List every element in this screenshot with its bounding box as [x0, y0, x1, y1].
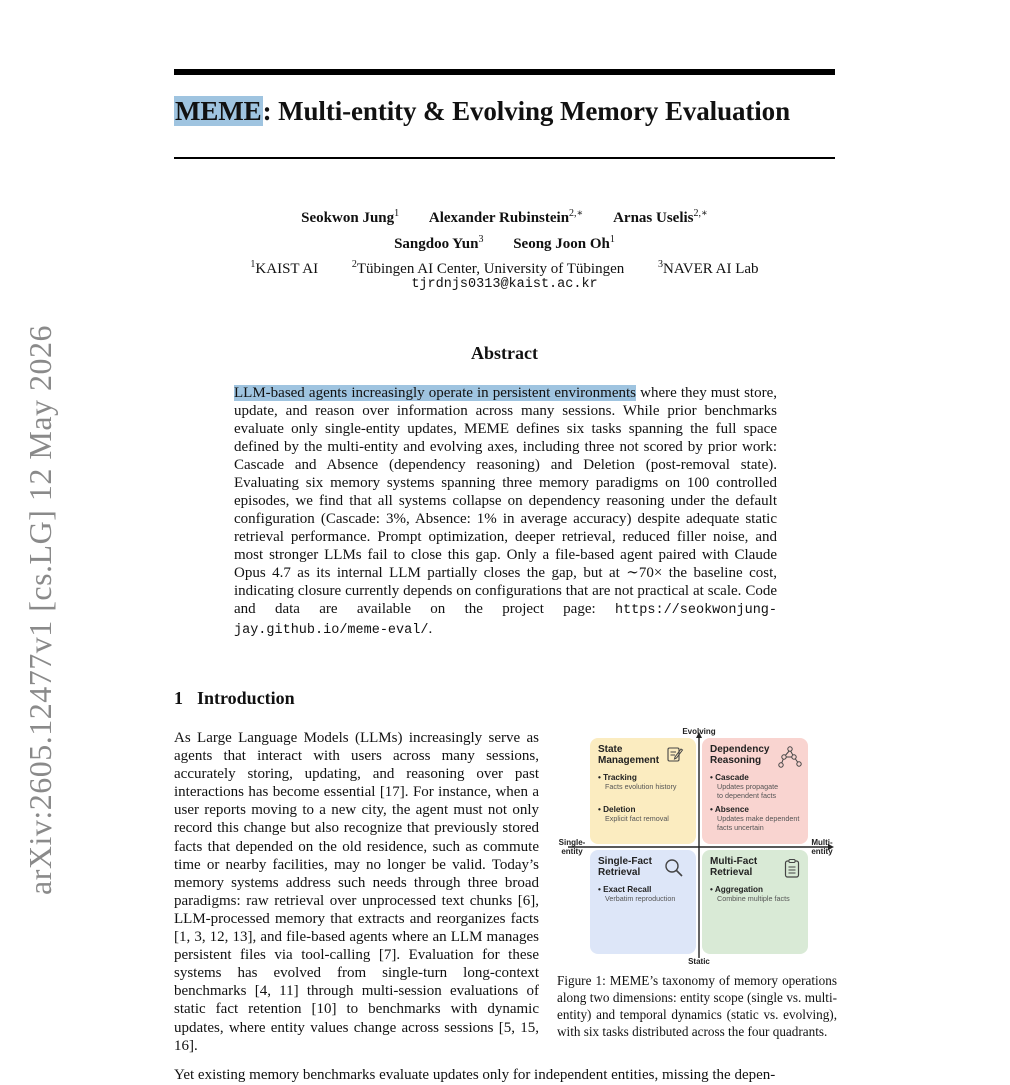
taxonomy-figure — [556, 726, 838, 966]
affiliation: $^3$NAVER AI Lab — [658, 259, 759, 277]
arxiv-identifier: arXiv:2605.12477v1 [cs.LG] 12 May 2026 — [22, 324, 58, 895]
clipboard-icon — [784, 858, 800, 878]
project-link[interactable]: https://seokwonjung-jay.github.io/meme-eval/ — [234, 603, 777, 638]
title-bottom-rule — [174, 157, 835, 159]
quadrant-single-fact-retrieval: Single-Fact Retrieval • Exact Recall Verbatim reproduction — [590, 850, 696, 954]
axis-label-static: Static — [688, 957, 710, 966]
contact-email[interactable]: tjrdnjs0313@kaist.ac.kr — [411, 277, 598, 292]
affiliation: $^1$KAIST AI — [250, 259, 319, 277]
abstract-body: LLM-based agents increasingly operate in persistent environments where they must store, update, and reason over information across many sessions. While prior benchmarks evaluate only single-entity updates, MEME defines six tasks spanning the full space defined by the multi-entity and evolving axes, including three not scored by prior work: Cascade and Absence (dependency reasoning) and Deletion (post-removal state). Evaluating six memory systems spanning three memory paradigms on 100 controlled episodes, we find that all systems collapse on dependency reasoning under the default configuration (Cascade: 3%, Absence: 1% in average accuracy) despite adequate static retrieval performance. Prompt optimization, deeper retrieval, reduced filler noise, and most stronger LLMs fail to close this gap. Only a file-based agent paired with Claude Opus 4.7 as its internal LLM partially closes the gap, but at ∼70× the baseline cost, indicating closure currently depends on configurations that are not practical at scale. Code and data are available on the project page: https://seokwonjung-jay.github.io/meme-eval/. — [234, 385, 777, 638]
author-name: Sangdoo Yun$^3$ — [394, 234, 484, 252]
author-name: Seong Joon Oh$^1$ — [513, 234, 615, 252]
graph-nodes-icon — [778, 745, 802, 769]
intro-paragraph: As Large Language Models (LLMs) increasingly serve as agents that interact with users across many sessions, accurately storing, updating, and reasoning over past interactions has become essential [17]. For instance, when a user reports moving to a new city, the agent must not only record this change but also recognize that previously stored facts that depended on the old residence, such as commute time or nearby facilities, may no longer be valid. Today’s memory systems address such needs through three broad paradigms: raw retrieval over unprocessed text chunks [6], LLM-processed memory that extracts and reorganizes facts [1, 3, 12, 13], and file-based agents where an LLM manages persistent files via tool-calling [7]. Evaluation for these systems has evolved from single-turn long-context benchmarks [4, 11] through multi-session evaluations of static fact retention [10] to benchmarks with dynamic updates, where entity values change across sessions [5, 15, 16]. — [174, 730, 539, 1054]
affiliation: $^2$Tübingen AI Center, University of Tübingen — [351, 259, 625, 277]
section-heading: 1 Introduction — [174, 688, 295, 708]
author-list — [174, 203, 835, 255]
figure-caption: Figure 1: MEME’s taxonomy of memory operations along two dimensions: entity scope (single vs. multi-entity) and temporal dynamics (static vs. evolving), with six tasks distributed across the four quadrants. — [557, 973, 837, 1039]
title-rest: : Multi-entity & Evolving Memory Evaluation — [262, 96, 791, 126]
edit-note-icon — [666, 745, 684, 763]
axis-label-evolving: Evolving — [682, 727, 716, 736]
axis-label-multi-entity: Multi- entity — [811, 838, 833, 856]
abstract-heading: Abstract — [471, 343, 538, 363]
title-highlight: MEME — [175, 96, 262, 126]
title-top-rule — [174, 69, 835, 75]
abstract-text: where they must store, update, and reason over information across many sessions. While prior benchmarks evaluate only single-entity updates, MEME defines six tasks spanning the full space defined by the multi-entity and evolving axes, including three not scored by prior work: Cascade and Absence (dependency reasoning) and Deletion (post-removal state). Evaluating six memory systems spanning three memory paradigms on 100 controlled episodes, we find that all systems collapse on dependency reasoning under the default configuration (Cascade: 3%, Absence: 1% in average accuracy) despite adequate static retrieval performance. Prompt optimization, deeper retrieval, reduced filler noise, and most stronger LLMs fail to close this gap. Only a file-based agent paired with Claude Opus 4.7 as its internal LLM partially closes the gap, but at ∼70× the baseline cost, indicating closure currently depends on configurations that are not practical at scale. Code and data are available on the project page: — [234, 385, 777, 617]
quadrant-dependency-reasoning: Dependency Reasoning • Cascade Updates propagate to dependent facts • Absence Updates make dependent facts uncertain — [702, 738, 808, 844]
quadrant-state-management: State Management • Tracking Facts evolution history • Deletion Explicit fact removal — [590, 738, 696, 844]
search-icon — [664, 858, 684, 878]
axis-label-single-entity: Single- entity — [558, 838, 586, 856]
abstract-highlight: LLM-based agents increasingly operate in persistent environments — [234, 385, 637, 401]
quadrant-multi-fact-retrieval: Multi-Fact Retrieval • Aggregation Combine multiple facts — [702, 850, 808, 954]
paper-title — [174, 96, 835, 127]
author-name: Arnas Uselis$^{2,∗}$ — [613, 208, 708, 226]
affiliations — [174, 255, 835, 279]
author-name: Seokwon Jung$^1$ — [301, 208, 400, 226]
author-name: Alexander Rubinstein$^{2,∗}$ — [428, 208, 584, 226]
intro-continuation: Yet existing memory benchmarks evaluate updates only for independent entities, missing the depen- — [174, 1067, 776, 1083]
